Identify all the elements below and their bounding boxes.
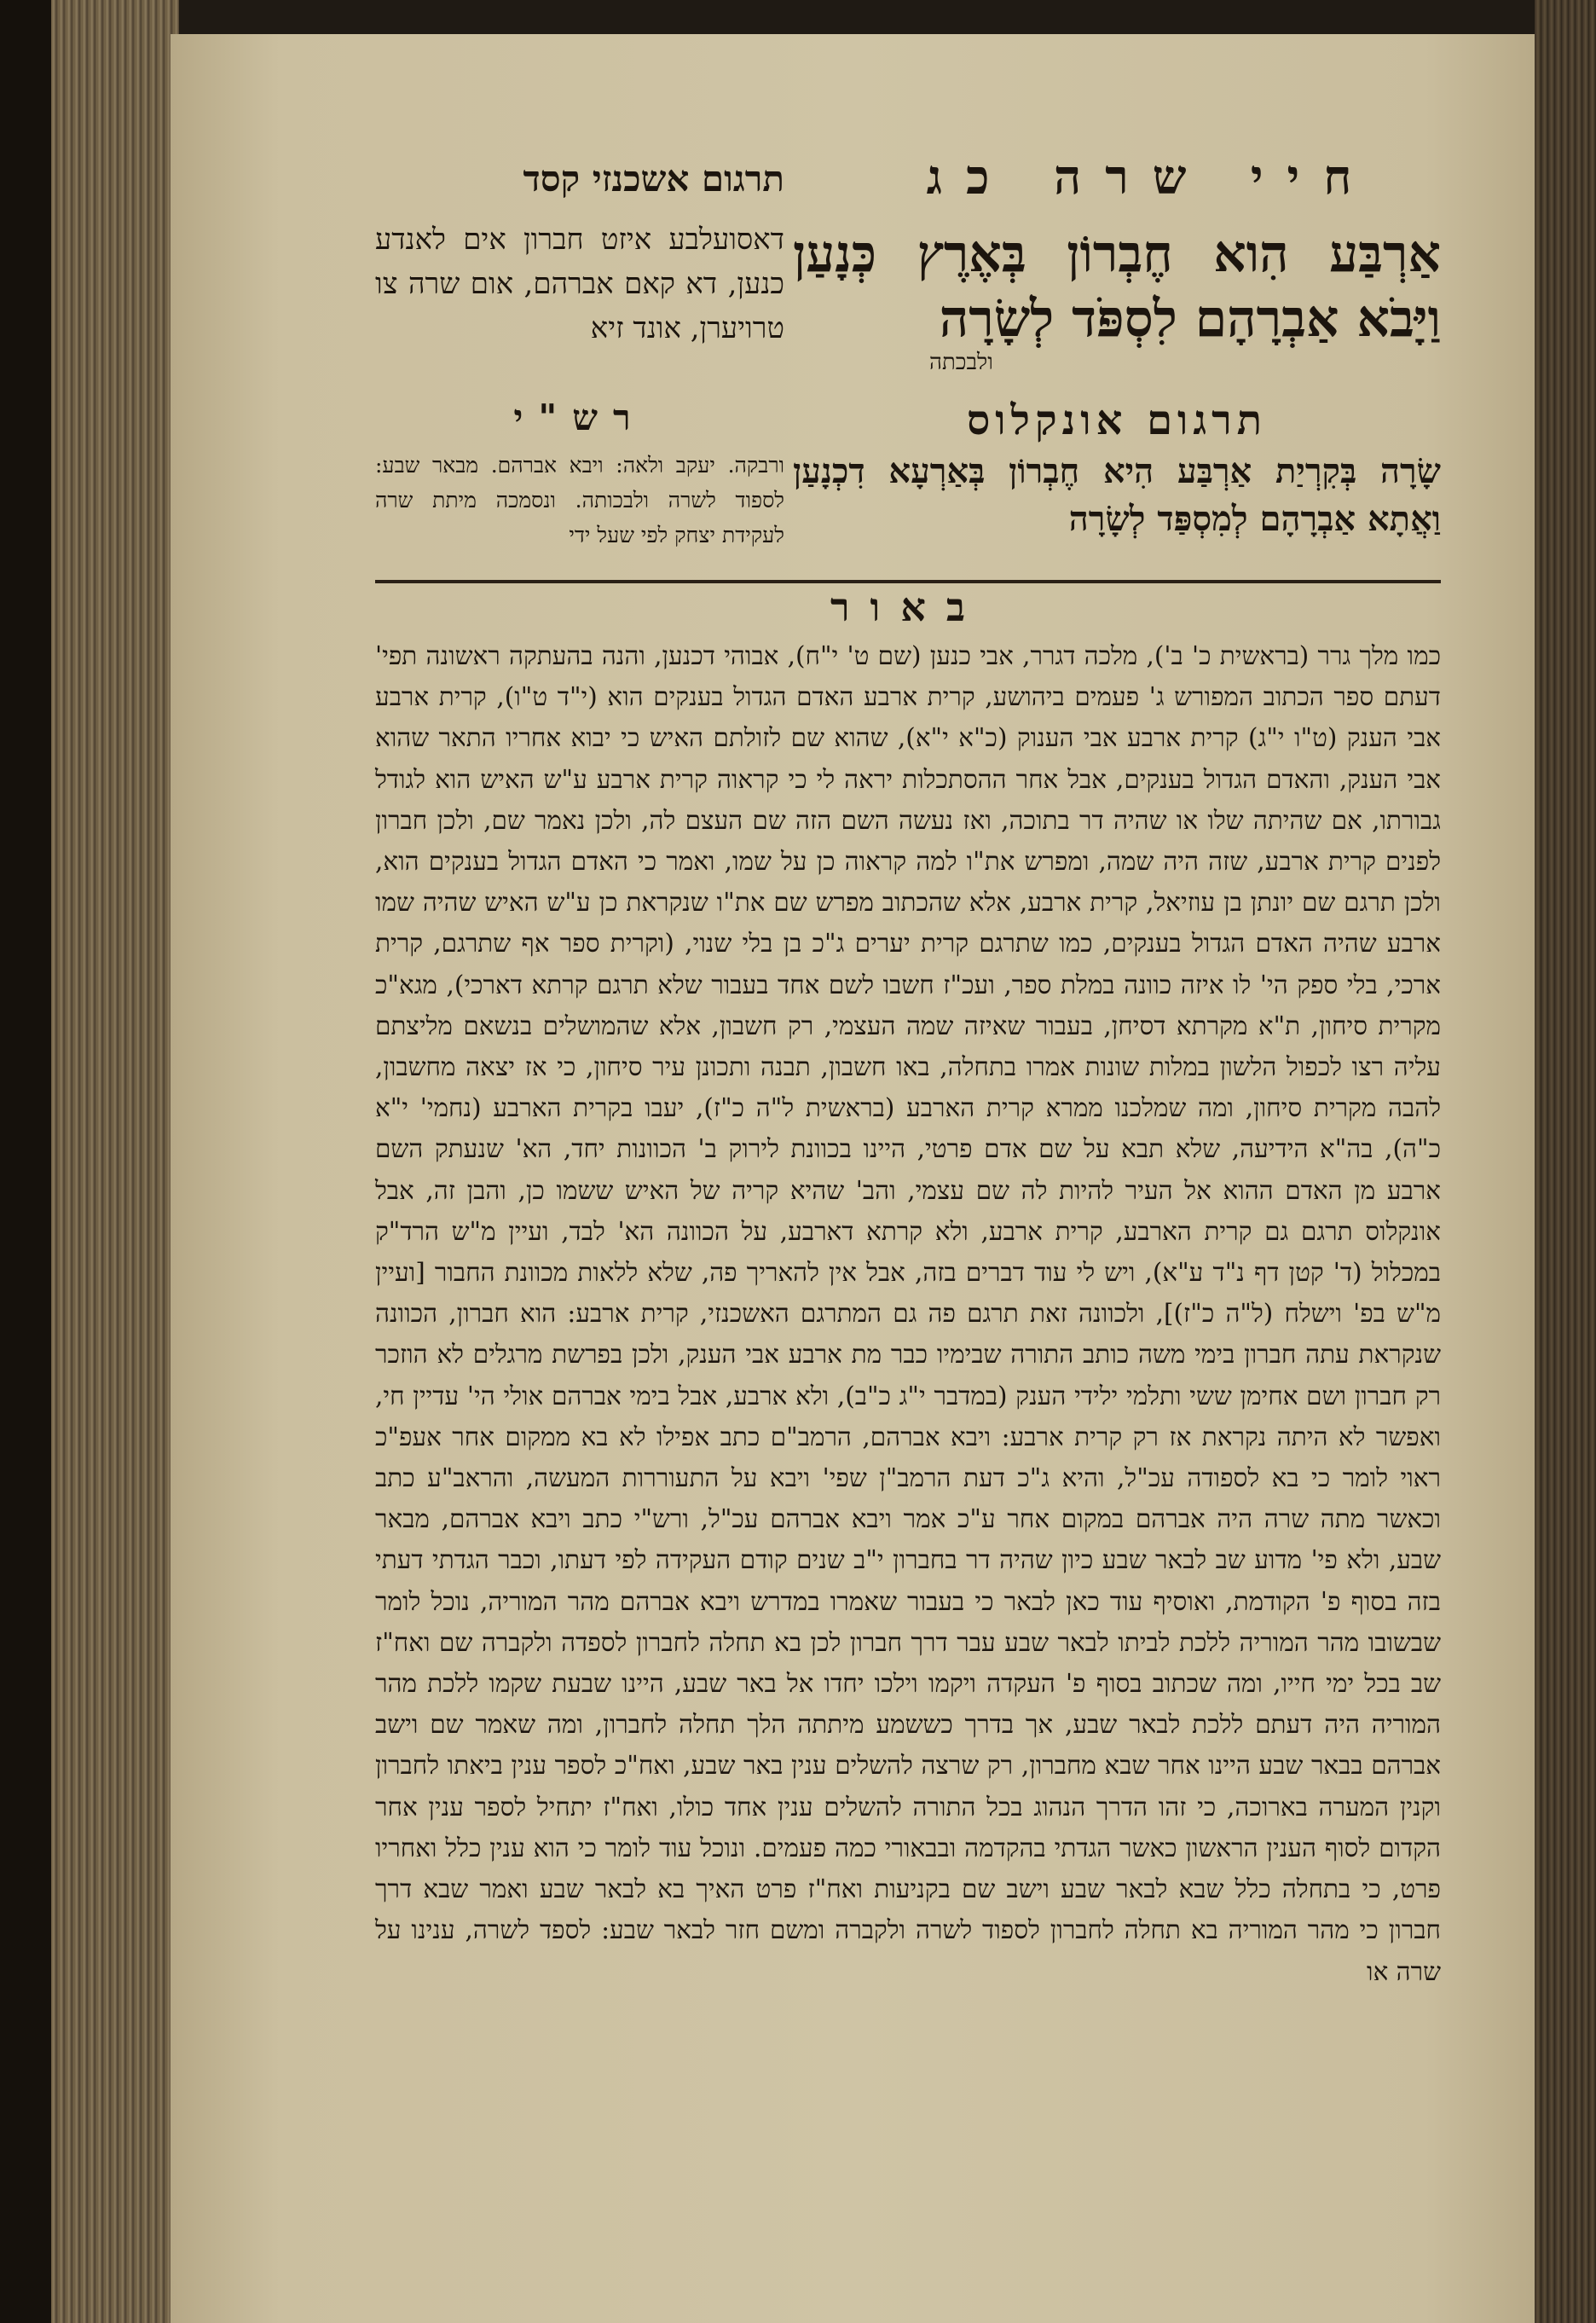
rashi-title: רש"י [513,397,646,438]
ashkenazi-text: דאסועלבע איזט חברון אים לאנדע כנען, דא קאם אברהם, אום שרה צו טרויערן, אונד זיא [375,223,784,345]
section-divider [375,580,1441,583]
verse-text: אַרְבַּע הִוא חֶבְרוֹן בְּאֶרֶץ כְּנָעַן וַיָּבֹא אַבְרָהָם לִסְפֹּד לְשָׂרָה [793,224,1441,349]
facing-page-edge [1535,0,1596,2323]
ashkenazi-heading: תרגום אשכנזי קסד [523,158,784,200]
onkelos-text: שָׂרָה בְּקִרְיַת אַרְבַּע הִיא חֶבְרוֹן בְּאַרְעָא דִכְנָעַן וַאֲתָא אַבְרָהָם לְמִסְפַּד לְשָׂרָה [793,451,1441,539]
page-edges [51,0,179,2323]
biur-commentary: כמו מלך גרר (בראשית כ' ב'), מלכה דגרר, אבי כנען (שם ט' י"ח), אבוהי דכנען, והנה בהעתקה ראשונה תפי' דעתם ספר הכתוב המפורש ג' פעמים ביהושע, קרית ארבע האדם הגדול בענקים הוא (י"ד ט"ו), קרית ארבע אבי הענק (ט"ו י"ג) קרית ארבע אבי הענוק (כ"א י"א), שהוא שם לזולתם האיש כי יבוא אחריו התאר שהוא אבי הענק, והאדם הגדול בענקים, אבל אחר ההסתכלות יראה לי כי קראוה קרית ארבע ע"ש האיש הוא לגודל גבורתו, אם שהיתה שלו או שהיה דר בתוכה, ואז נעשה השם הזה שם העצם לה, ולכן נאמר שם, ולכן חברון לפנים קרית ארבע, שזה היה שמה, ומפרש את"ו למה קראוה כן על שמו, ואמר כי האדם הגדול בענקים הוא, ולכן תרגם שם יונתן בן עוזיאל, קרית ארבע, אלא שהכתוב מפרש שם את"ו שנקראת כן ע"ש האיש שהיה שמו ארבע שהיה האדם הגדול בענקים, כמו שתרגם קרית יערים ג"כ בן בלי שנוי, (וקרית ספר אף שתרגם, קרית ארכי, בלי ספק הי' לו איזה כוונה במלת ספר, ועכ"ז חשבו לשם אחד בעבור שלא תרגם קרתא דארכי), מגא"כ מקרית סיחון, ת"א מקרתא דסיחן, בעבור שאיזה שמה העצמי, רק חשבון, אלא שהמושלים בנשאם מליצתם עליה רצו לכפול הלשון במלות שונות אמרו בתחלה, באו חשבון, תבנה ותכונן עיר סיחון, כי אז יצאה מחשבון, להבה מקרית סיחון, ומה שמלכנו ממרא קרית הארבע (בראשית ל"ה כ"ז), יעבו בקרית הארבע (נחמי' י"א כ"ה), בה"א הידיעה, שלא תבא על שם אדם פרטי, היינו בכוונת לירוק ב' הכוונות יחד, הא' שנעתק השם ארבע מן האדם ההוא אל העיר להיות לה שם עצמי, והב' שהיא קריה של האיש ששמו כן, והבן זה, אבל אונקלוס תרגם גם קרית הארבע, קרית ארבע, ולא קרתא דארבע, על הכוונה הא' לבד, ועיין מ"ש הרד"ק במכלול (ד' קטן דף נ"ד ע"א), ויש לי עוד דברים בזה, אבל אין להאריך פה, שלא ללאות מכוונת החבור [ועיין מ"ש בפ' וישלח (ל"ה כ"ז)], ולכוונה זאת תרגם פה גם המתרגם האשכנזי, קרית ארבע: הוא חברון, הכוונה שנקראת עתה חברון בימי משה כותב התורה שבימיו כבר מת ארבע אבי הענק, ולכן בפרשת מרגלים לא הוזכר רק חברון ושם אחימן ששי ותלמי ילידי הענק (במדבר י"ג כ"ב), ולא ארבע, אבל בימי אברהם אולי הי' עדיין חי, ואפשר לא היתה נקראת אז רק קרית ארבע: ויבא אברהם, הרמב"ם כתב אפילו לא בא ממקום אחר אעפ"כ ראוי לומר כי בא לספודה עכ"ל, והיא ג"כ דעת הרמב"ן שפי' ויבא על התעוררות המעשה, והראב"ע כתב וכאשר מתה שרה היה אברהם במקום אחר ע"כ אמר ויבא אברהם עכ"ל, ורש"י כתב ויבא אברהם, מבאר שבע, ולא פי' מדוע שב לבאר שבע כיון שהיה דר בחברון י"ב שנים קודם העקידה לפי דעתו, וכבר הגדתי דעתי בזה בסוף פ' הקודמת, ואוסיף עוד כאן לבאר כי בעבור שאמרו במדרש ויבא אברהם מהר המוריה, נוכל לומר שבשובו מהר המוריה ללכת לביתו לבאר שבע עבר דרך חברון לכן בא תחלה לחברון לספדה ולקברה שם ואח"ז שב בכל ימי חייו, ומה שכתוב בסוף פ' העקדה ויקמו וילכו יחדו אל באר שבע, היינו שבעת שקמו ללכת מהר המוריה היה דעתם ללכת לבאר שבע, אך בדרך כששמע מיתתה הלך תחלה לחברון, ומה שאמר שם וישב אברהם בבאר שבע היינו אחר שבא מחברון, רק שרצה להשלים ענין באר שבע, ואח"כ לספר ענין ביאתו לחברון וקנין המערה בארוכה, כי זהו הדרך הנהוג בכל התורה להשלים ענין אחד כולו, ואח"ז יתחיל לספר ענין אחר הקדום לסוף הענין הראשון כאשר הגדתי בהקדמה ובבאורי כמה פעמים. ונוכל עוד לומר כי הוא ענין כלל ואחריו פרט, כי בתחלה כלל שבא לבאר שבע וישב שם בקניעות ואח"ז פרט האיך בא לבאר שבע ואמר שבא דרך חברון כי מהר המוריה בא תחלה לחברון לספוד לשרה ולקברה ומשם חזר לבאר שבע: לספד לשרה, ענינו על שרה או [375,641,1441,1986]
chapter-heading: חיי שרה כג [926,149,1376,206]
verse-catchword: ולבכתה [929,350,993,375]
onkelos-title: תרגום אונקלוס [966,397,1268,444]
biur-title: באור [830,584,986,630]
rashi-text: ורבקה. יעקב ולאה: ויבא אברהם. מבאר שבע: לספוד לשרה ולבכותה. ונסמכה מיתת שרה לעקידת יצחק לפי שעל ידי [375,453,784,547]
